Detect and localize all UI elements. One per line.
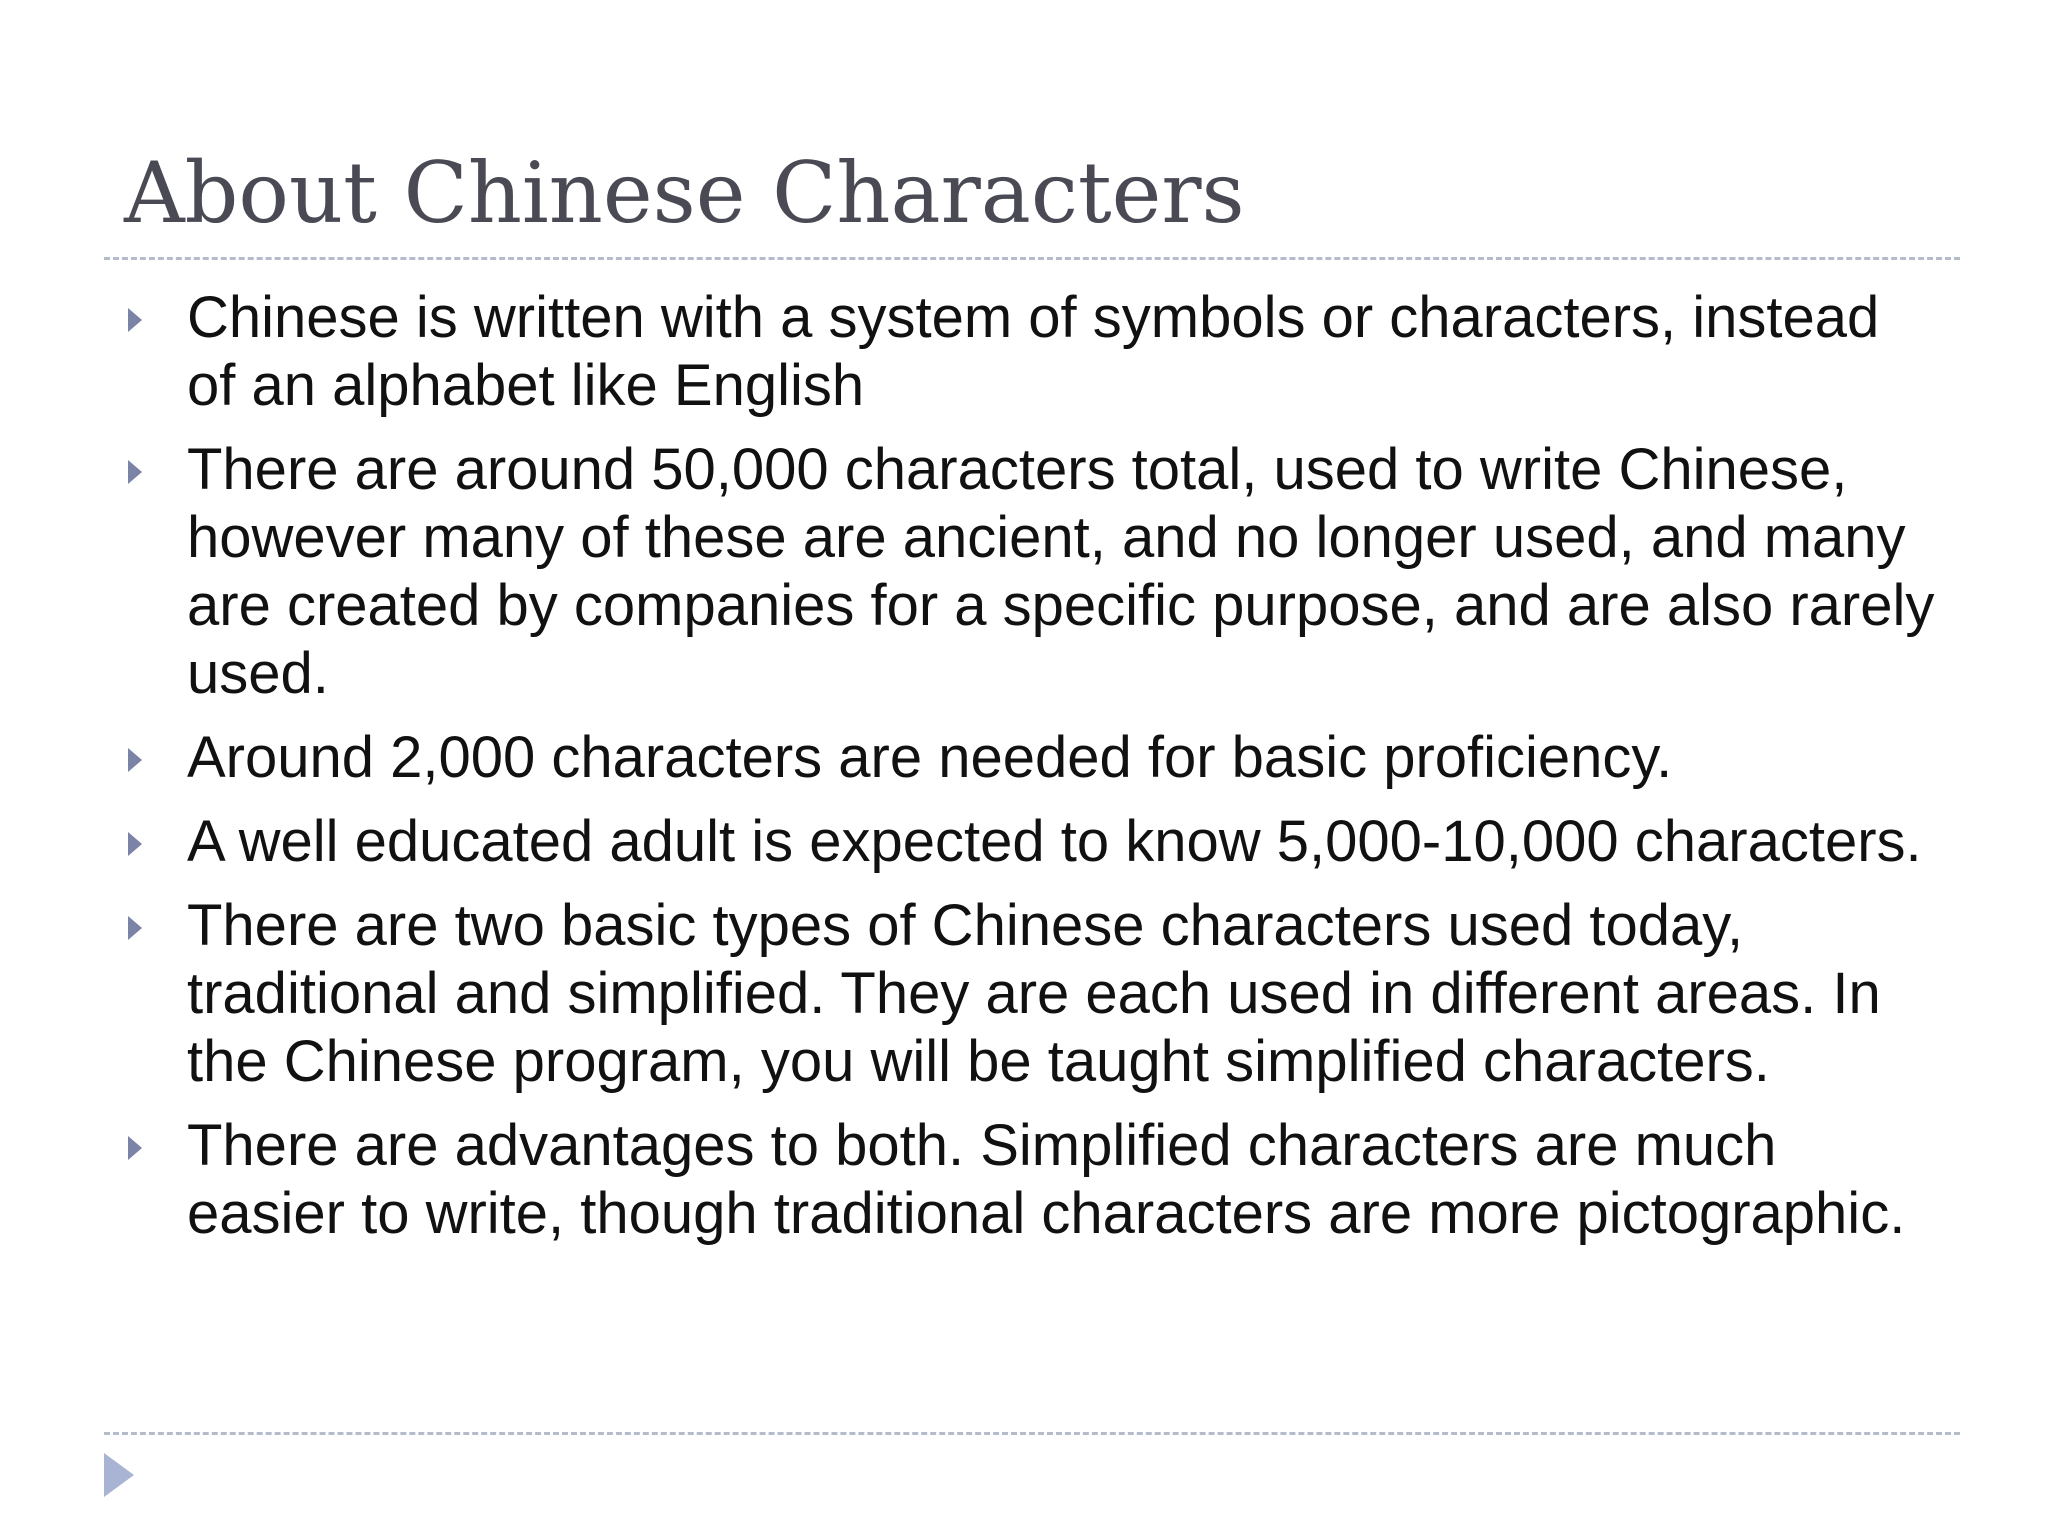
triangle-right-icon	[128, 748, 142, 772]
play-arrow-icon[interactable]	[104, 1453, 134, 1497]
footer-divider	[104, 1432, 1960, 1435]
bullet-text: Around 2,000 characters are needed for basic proficiency.	[187, 725, 1673, 790]
bullet-item	[120, 724, 1940, 792]
title-divider	[104, 257, 1960, 260]
bullet-text: Chinese is written with a system of symbols or characters, instead of an alphabet like English	[187, 285, 1880, 418]
bullet-item	[120, 892, 1940, 1096]
bullet-text: There are around 50,000 characters total, used to write Chinese, however many of these are ancient, and no longer used, and many are created by companies for a specific purpose, and are also rarely used.	[187, 437, 1935, 706]
triangle-right-icon	[128, 1136, 142, 1160]
triangle-right-icon	[128, 460, 142, 484]
slide-title: About Chinese Characters	[124, 144, 1245, 242]
triangle-right-icon	[128, 916, 142, 940]
bullet-item	[120, 1112, 1940, 1248]
triangle-right-icon	[128, 832, 142, 856]
bullet-text: There are advantages to both. Simplified characters are much easier to write, though traditional characters are more pictographic.	[187, 1113, 1906, 1246]
bullet-text: There are two basic types of Chinese characters used today, traditional and simplified. They are each used in different areas. In the Chinese program, you will be taught simplified characters.	[187, 893, 1881, 1094]
bullet-item	[120, 284, 1940, 420]
bullet-list	[120, 284, 1940, 1264]
bullet-text: A well educated adult is expected to know 5,000-10,000 characters.	[187, 809, 1922, 874]
triangle-right-icon	[128, 308, 142, 332]
bullet-item	[120, 808, 1940, 876]
bullet-item	[120, 436, 1940, 708]
